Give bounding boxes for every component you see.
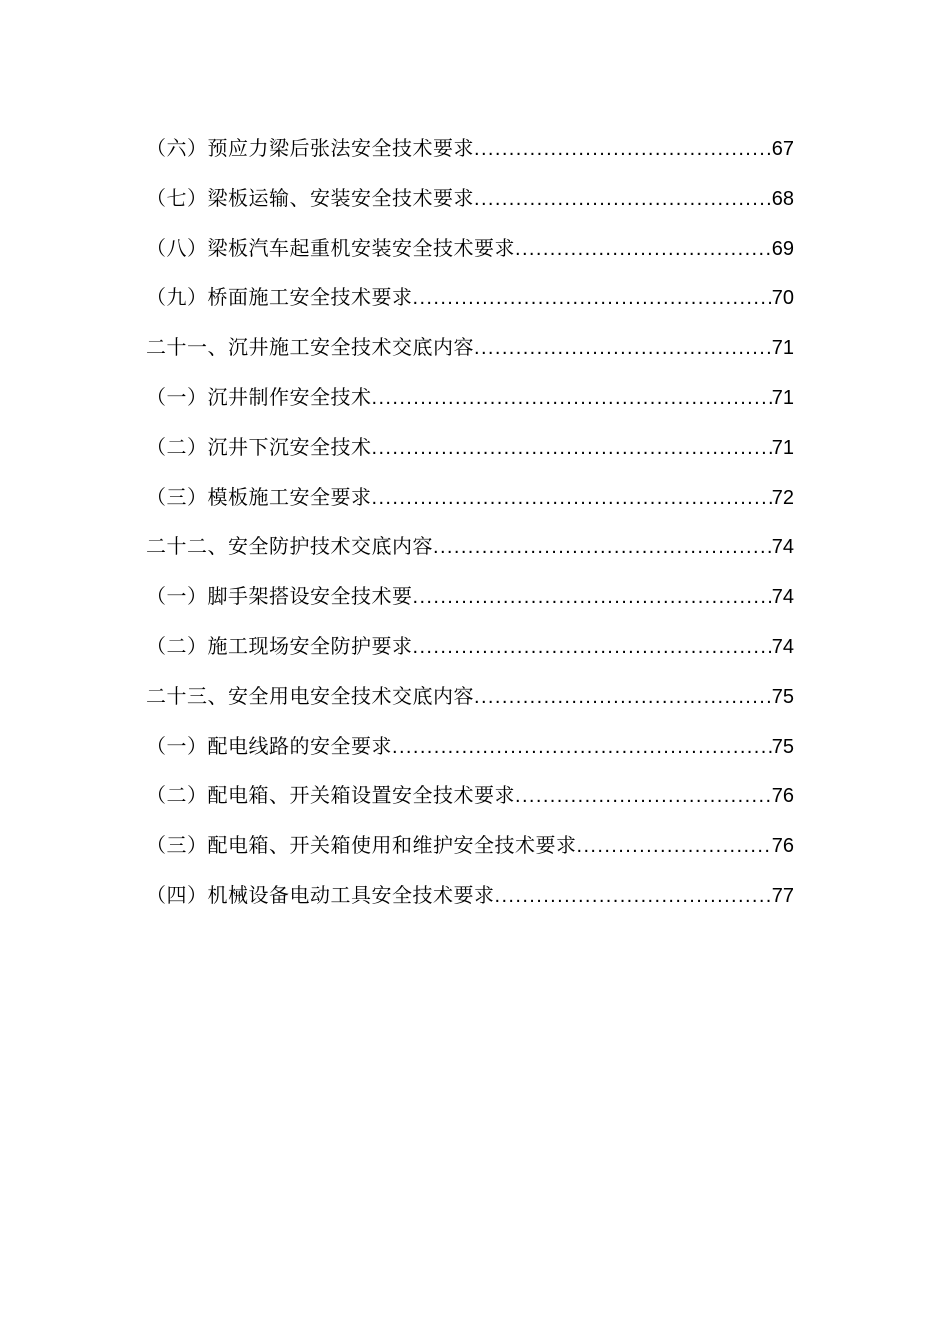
toc-page-number: 74 <box>771 635 794 658</box>
toc-entry[interactable] <box>146 522 794 572</box>
toc-page-number: 69 <box>771 237 794 260</box>
toc-dot-leader <box>474 125 772 174</box>
toc-entry[interactable] <box>146 124 794 174</box>
toc-entry[interactable] <box>146 473 794 523</box>
toc-page-number: 75 <box>771 735 794 758</box>
toc-entry-title: （一）脚手架搭设安全技术要 <box>146 584 413 609</box>
toc-page-number: 75 <box>771 685 794 708</box>
toc-page-number: 70 <box>771 287 794 310</box>
toc-page-number: 71 <box>771 386 794 409</box>
toc-entry-title: （九）桥面施工安全技术要求 <box>146 285 413 310</box>
toc-entry-title: （四）机械设备电动工具安全技术要求 <box>146 882 495 907</box>
toc-dot-leader <box>413 573 772 622</box>
toc-entry-title: （八）梁板汽车起重机安装安全技术要求 <box>146 235 515 260</box>
toc-dot-leader <box>577 822 772 871</box>
toc-dot-leader <box>515 772 772 821</box>
toc-entry[interactable] <box>146 373 794 423</box>
toc-page-number: 76 <box>771 835 794 858</box>
toc-entry-title: （二）配电箱、开关箱设置安全技术要求 <box>146 783 515 808</box>
toc-entry-title: 二十三、安全用电安全技术交底内容 <box>146 683 474 708</box>
toc-entry[interactable] <box>146 672 794 722</box>
toc-dot-leader <box>474 175 772 224</box>
toc-page-number: 76 <box>771 785 794 808</box>
toc-entry[interactable] <box>146 273 794 323</box>
toc-entry-title: 二十二、安全防护技术交底内容 <box>146 534 433 559</box>
toc-entry[interactable] <box>146 722 794 772</box>
toc-entry-title: （二）沉井下沉安全技术 <box>146 434 372 459</box>
toc-dot-leader <box>474 324 772 373</box>
toc-page-number: 77 <box>771 884 794 907</box>
toc-entry[interactable] <box>146 224 794 274</box>
toc-entry-title: （三）模板施工安全要求 <box>146 484 372 509</box>
toc-entry[interactable] <box>146 821 794 871</box>
toc-dot-leader <box>392 723 772 772</box>
toc-entry-title: （七）梁板运输、安装安全技术要求 <box>146 185 474 210</box>
toc-entry[interactable] <box>146 771 794 821</box>
toc-entry-title: （一）配电线路的安全要求 <box>146 733 392 758</box>
toc-entry[interactable] <box>146 572 794 622</box>
toc-entry[interactable] <box>146 871 794 921</box>
toc-page-number: 74 <box>771 586 794 609</box>
toc-page-number: 74 <box>771 536 794 559</box>
toc-dot-leader <box>433 523 772 572</box>
toc-entry[interactable] <box>146 423 794 473</box>
toc-entry[interactable] <box>146 323 794 373</box>
toc-dot-leader <box>372 424 772 473</box>
toc-entry-title: 二十一、沉井施工安全技术交底内容 <box>146 335 474 360</box>
toc-dot-leader <box>474 673 772 722</box>
toc-entry-title: （六）预应力梁后张法安全技术要求 <box>146 136 474 160</box>
toc-dot-leader <box>495 872 772 921</box>
toc-page-number: 72 <box>771 486 794 509</box>
toc-entry[interactable] <box>146 622 794 672</box>
toc-entry[interactable] <box>146 174 794 224</box>
toc-entry-title: （三）配电箱、开关箱使用和维护安全技术要求 <box>146 833 577 858</box>
toc-dot-leader <box>413 274 772 323</box>
toc-page-number: 67 <box>771 138 794 160</box>
toc-dot-leader <box>515 225 772 274</box>
toc-page-number: 68 <box>771 187 794 210</box>
toc-entry-title: （一）沉井制作安全技术 <box>146 384 372 409</box>
toc-entry-title: （二）施工现场安全防护要求 <box>146 633 413 658</box>
toc-dot-leader <box>372 474 772 523</box>
toc-dot-leader <box>413 623 772 672</box>
toc-page-number: 71 <box>771 436 794 459</box>
toc-page-number: 71 <box>771 337 794 360</box>
table-of-contents <box>146 124 794 921</box>
toc-dot-leader <box>372 374 772 423</box>
